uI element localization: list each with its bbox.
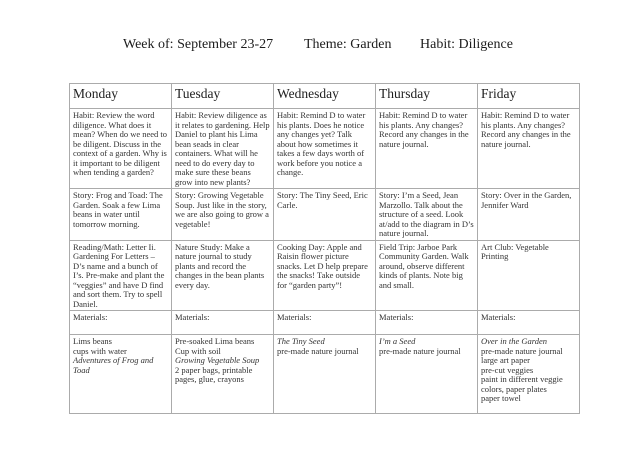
material-item: paint in different veggie colors, paper plates [481, 374, 563, 394]
material-item-book-title: Over in the Garden [481, 336, 548, 346]
habit-label: Habit: Diligence [420, 37, 513, 52]
thursday-story-cell: Story: I’m a Seed, Jean Marzollo. Talk about the structure of a seed. Look at/add to the diagram in D’s nature journal. [376, 189, 478, 241]
materials-label-row [70, 311, 580, 335]
tuesday-activity-cell: Nature Study: Make a nature journal to study plants and record the changes in the bean plants every day. [172, 240, 274, 311]
monday-habit-cell: Habit: Review the word diligence. What does it mean? When do we need to be diligent. Discuss in the context of a garden. Why is it important to be diligent when tending a garden? [70, 109, 172, 189]
weekly-plan-table [69, 83, 580, 414]
wednesday-habit-cell: Habit: Remind D to water his plants. Does he notice any changes yet? Talk about how sometimes it takes a few days worth of work before you notice a change. [274, 109, 376, 189]
day-header-friday: Friday [478, 84, 580, 109]
material-item: Pre-soaked Lima beans [175, 336, 255, 346]
tuesday-habit-cell: Habit: Review diligence as it relates to gardening. Help Daniel to plant his Lima bean seads in clear containers. What will he need to do every day to make sure these beans grow into new plants? [172, 109, 274, 189]
material-item: Cup with soil [175, 345, 221, 356]
activity-row [70, 240, 580, 311]
friday-materials-label: Materials: [478, 311, 580, 335]
day-header-tuesday: Tuesday [172, 84, 274, 109]
thursday-materials-cell [376, 335, 478, 414]
material-item: cups with water [73, 345, 127, 356]
material-item-book-title: Growing Vegetable Soup [175, 355, 260, 365]
thursday-habit-cell: Habit: Remind D to water his plants. Any changes? Record any changes in the nature journal. [376, 109, 478, 189]
page-title [0, 37, 640, 55]
wednesday-materials-cell [274, 335, 376, 414]
monday-activity-cell: Reading/Math: Letter Ii. Gardening For Letters – D’s name and a bunch of I’s. Pre-make and plant the “veggies” and have D find and sort them. Try to spell Daniel. [70, 240, 172, 311]
monday-materials-label: Materials: [70, 311, 172, 335]
material-item: Lims beans [73, 336, 112, 346]
wednesday-story-cell: Story: The Tiny Seed, Eric Carle. [274, 189, 376, 241]
monday-story-cell: Story: Frog and Toad: The Garden. Soak a few Lima beans in water until tomorrow morning. [70, 189, 172, 241]
story-row [70, 189, 580, 241]
week-of-label: Week of: September 23-27 [123, 37, 274, 52]
wednesday-activity-cell: Cooking Day: Apple and Raisin flower picture snacks. Let D help prepare the snacks! Take outside for “garden party”! [274, 240, 376, 311]
material-item: pre-made nature journal [481, 345, 563, 356]
day-header-monday: Monday [70, 84, 172, 109]
day-header-row [70, 84, 580, 109]
material-item: pre-made nature journal [379, 345, 461, 356]
theme-label: Theme: Garden [304, 37, 392, 52]
material-item-book-title: I’m a Seed [379, 336, 416, 346]
materials-list-row [70, 335, 580, 414]
friday-activity-cell: Art Club: Vegetable Printing [478, 240, 580, 311]
material-item: pre-made nature journal [277, 345, 359, 356]
material-item-book-title: Adventures of Frog and Toad [73, 355, 154, 375]
tuesday-story-cell: Story: Growing Vegetable Soup. Just like in the story, we are also going to grow a vegetable! [172, 189, 274, 241]
thursday-materials-label: Materials: [376, 311, 478, 335]
friday-materials-cell [478, 335, 580, 414]
day-header-wednesday: Wednesday [274, 84, 376, 109]
wednesday-materials-label: Materials: [274, 311, 376, 335]
material-item: pre-cut veggies [481, 364, 534, 375]
material-item: 2 paper bags, printable pages, glue, crayons [175, 364, 253, 384]
tuesday-materials-label: Materials: [172, 311, 274, 335]
day-header-thursday: Thursday [376, 84, 478, 109]
thursday-activity-cell: Field Trip: Jarboe Park Community Garden. Walk around, observe different kinds of plants. Note big and small. [376, 240, 478, 311]
material-item-book-title: The Tiny Seed [277, 336, 325, 346]
friday-story-cell: Story: Over in the Garden, Jennifer Ward [478, 189, 580, 241]
tuesday-materials-cell [172, 335, 274, 414]
material-item: paper towel [481, 393, 521, 403]
monday-materials-cell [70, 335, 172, 414]
material-item: large art paper [481, 355, 530, 365]
friday-habit-cell: Habit: Remind D to water his plants. Any changes? Record any changes in the nature journal. [478, 109, 580, 189]
habit-row [70, 109, 580, 189]
